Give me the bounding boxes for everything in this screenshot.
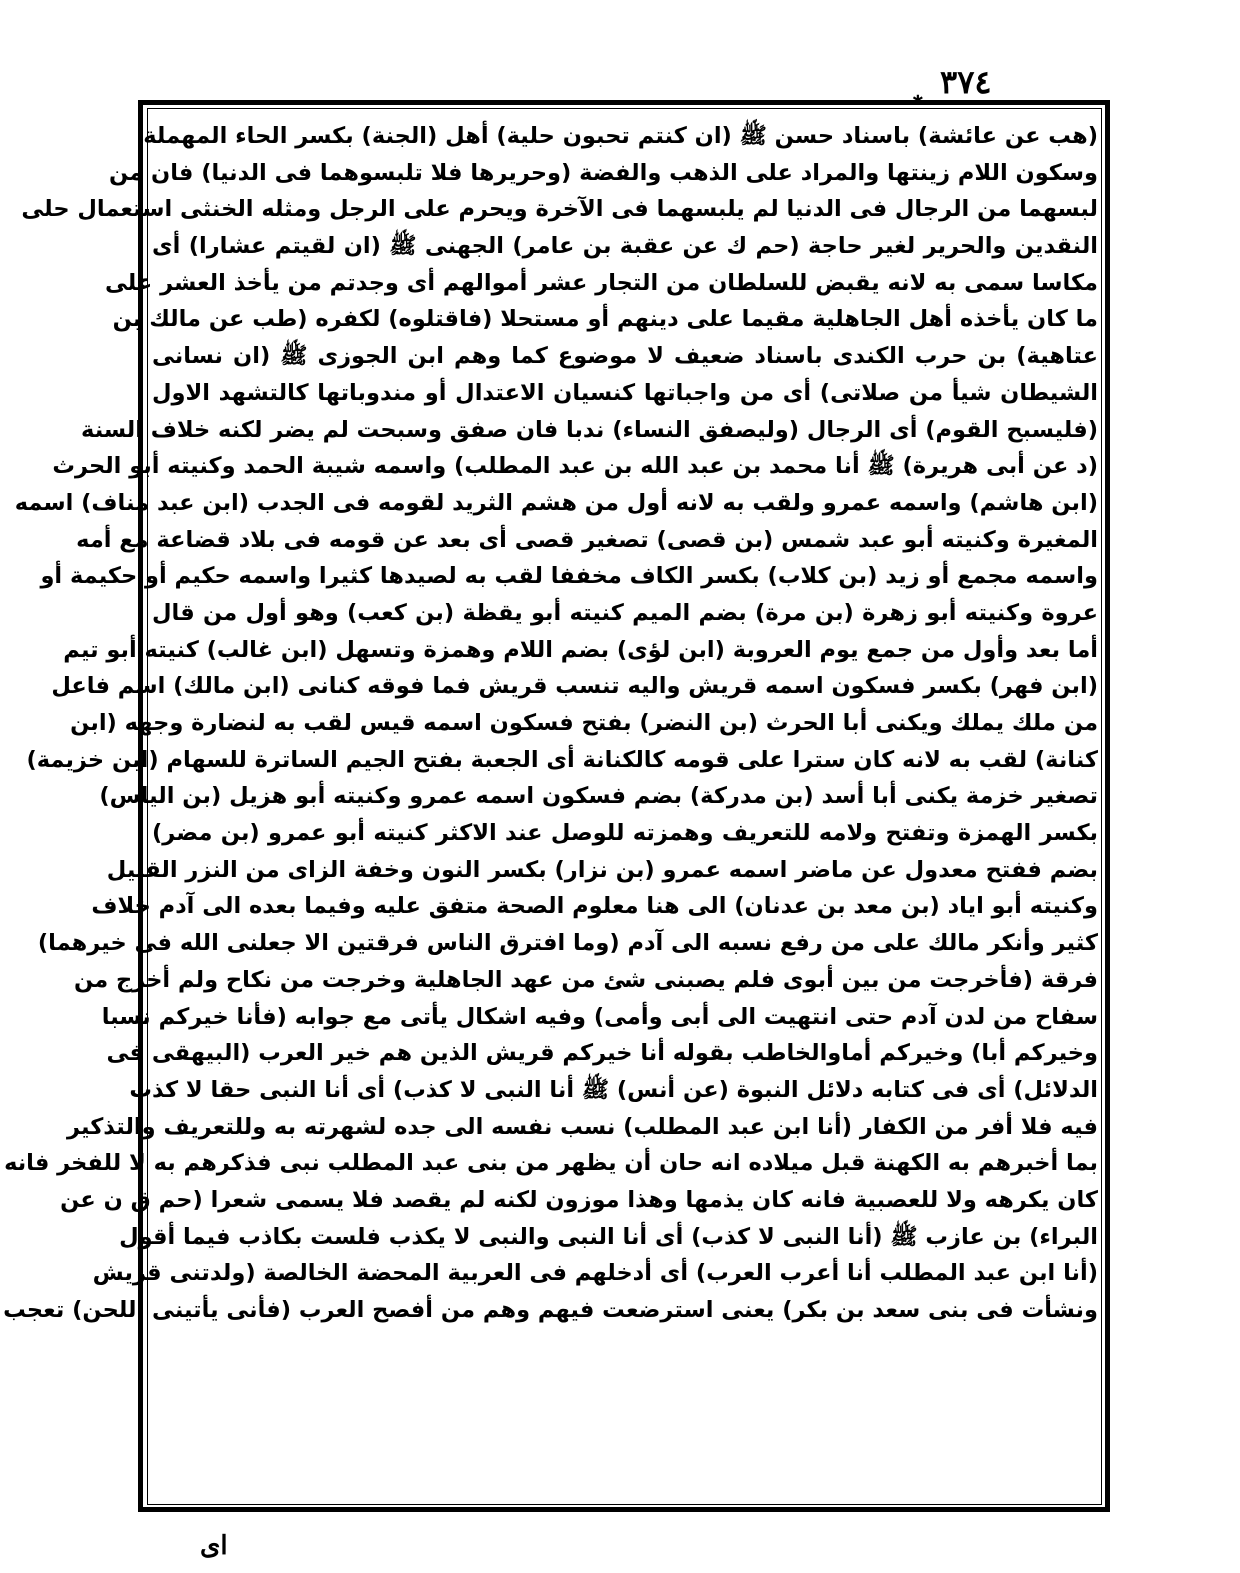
text-line: فرقة (فأخرجت من بين أبوى فلم يصبنى شئ من عهد الجاهلية وخرجت من نكاح ولم أخرج من [73,966,1098,993]
text-line: عروة وكنيته أبو زهرة (بن مرة) بضم الميم كنيته أبو يقظة (بن كعب) وهو أول من قال [152,599,1098,626]
text-line: (هب عن عائشة) باسناد حسن ﷺ (ان كنتم تحبون حلية) أهل (الجنة) بكسر الحاء المهملة [143,123,1098,149]
text-line: وسكون اللام زينتها والمراد على الذهب والفضة (وحريرها فلا تلبسوهما فى الدنيا) فان من [108,159,1098,186]
text-line: بما أخبرهم به الكهنة قبل ميلاده انه حان أن يظهر من بنى عبد المطلب نبى فذكرهم به لا للفخر فانه [4,1150,1098,1177]
text-line: (ابن هاشم) واسمه عمرو ولقب به لانه أول من هشم الثريد لقومه فى الجدب (ابن عبد مناف) اسمه [14,489,1098,516]
text-line: كثير وأنكر مالك على من رفع نسبه الى آدم (وما افترق الناس فرقتين الا جعلنى الله فى خيرهما) [37,930,1098,957]
text-line: بضم ففتح معدول عن ماضر اسمه عمرو (بن نزار) بكسر النون وخفة الزاى من النزر القليل [106,856,1098,883]
text-line: الشيطان شيأ من صلاتى) أى من واجباتها كنسيان الاعتدال أو مندوباتها كالتشهد الاول [152,379,1098,406]
text-line: ونشأت فى بنى سعد بن بكر) يعنى استرضعت فيهم وهم من أفصح العرب (فأنى يأتينى اللحن) تعجب [3,1297,1098,1323]
text-line: (د عن أبى هريرة) ﷺ أنا محمد بن عبد الله بن عبد المطلب) واسمه شيبة الحمد وكنيته أبو الحرث [52,453,1098,480]
catchword: اى [200,1531,228,1561]
text-line: البراء) بن عازب ﷺ (أنا النبى لا كذب) أى أنا النبى والنبى لا يكذب فلست بكاذب فيما أقول [119,1223,1098,1250]
text-line: النقدين والحرير لغير حاجة (حم ك عن عقبة بن عامر) الجهنى ﷺ (ان لقيتم عشارا) أى [152,233,1098,260]
text-line: تصغير خزمة يكنى أبا أسد (بن مدركة) بضم فسكون اسمه عمرو وكنيته أبو هزيل (بن الياس) [99,783,1098,810]
text-line: من ملك يملك ويكنى أبا الحرث (بن النضر) بفتح فسكون اسمه قيس لقب به لنضارة وجهه (ابن [70,710,1098,736]
text-line: مكاسا سمى به لانه يقبض للسلطان من التجار عشر أموالهم أى وجدتم من يأخذ العشر على [104,269,1098,296]
text-line: واسمه مجمع أو زيد (بن كلاب) بكسر الكاف مخففا لقب به لصيدها كثيرا واسمه حكيم أو حكيمة أو [40,563,1098,590]
text-line: لبسهما من الرجال فى الدنيا لم يلبسهما فى الآخرة ويحرم على الرجل ومثله الخنثى استعمال حلى [21,196,1098,223]
page-number: ٣٧٤ [940,63,992,101]
text-line: وكنيته أبو اياد (بن معد بن عدنان) الى هنا معلوم الصحة متفق عليه وفيما بعده الى آدم خلاف [91,893,1098,920]
text-line: كان يكرهه ولا للعصبية فانه كان يذمها وهذا موزون لكنه لم يقصد فلا يسمى شعرا (حم ق ن عن [60,1186,1098,1213]
text-line: (فليسبح القوم) أى الرجال (وليصفق النساء) ندبا فان صفق وسبحت لم يضر لكنه خلاف السنة [81,416,1098,443]
text-line: سفاح من لدن آدم حتى انتهيت الى أبى وأمى) وفيه اشكال يأتى مع جوابه (فأنا خيركم نسبا [101,1003,1098,1030]
ornament-mark: ✱ [912,93,924,109]
text-line: كنانة) لقب به لانه كان سترا على قومه كالكنانة أى الجعبة بفتح الجيم الساترة للسهام (ابن خزيمة) [26,746,1098,773]
text-line: بكسر الهمزة وتفتح ولامه للتعريف وهمزته للوصل عند الاكثر كنيته أبو عمرو (بن مضر) [152,820,1098,847]
text-line: ما كان يأخذه أهل الجاهلية مقيما على دينهم أو مستحلا (فاقتلوه) لكفره (طب عن مالك بن [112,306,1098,333]
text-line: عتاهية) بن حرب الكندى باسناد ضعيف لا موضوع كما وهم ابن الجوزى ﷺ (ان نسانى [152,343,1098,370]
commentary-text-block [3,118,1098,1500]
text-line: أما بعد وأول من جمع يوم العروبة (ابن لؤى) بضم اللام وهمزة وتسهل (ابن غالب) كنيته أبو تيم [63,636,1098,663]
text-line: (أنا ابن عبد المطلب أنا أعرب العرب) أى أدخلهم فى العربية المحضة الخالصة (ولدتنى قريش [92,1260,1098,1287]
text-line: (ابن فهر) بكسر فسكون اسمه قريش واليه تنسب قريش فما فوقه كنانى (ابن مالك) اسم فاعل [51,673,1098,700]
text-line: وخيركم أبا) وخيركم أماوالخاطب بقوله أنا خيركم قريش الذين هم خير العرب (البيهقى فى [106,1040,1098,1067]
text-line: المغيرة وكنيته أبو عبد شمس (بن قصى) تصغير قصى أى بعد عن قومه فى بلاد قضاعة مع أمه [76,526,1098,553]
text-line: الدلائل) أى فى كتابه دلائل النبوة (عن أنس) ﷺ أنا النبى لا كذب) أى أنا النبى حقا لا كذب [129,1076,1098,1103]
text-line: فيه فلا أفر من الكفار (أنا ابن عبد المطلب) نسب نفسه الى جده لشهرته به وللتعريف والتذكير [67,1113,1098,1140]
